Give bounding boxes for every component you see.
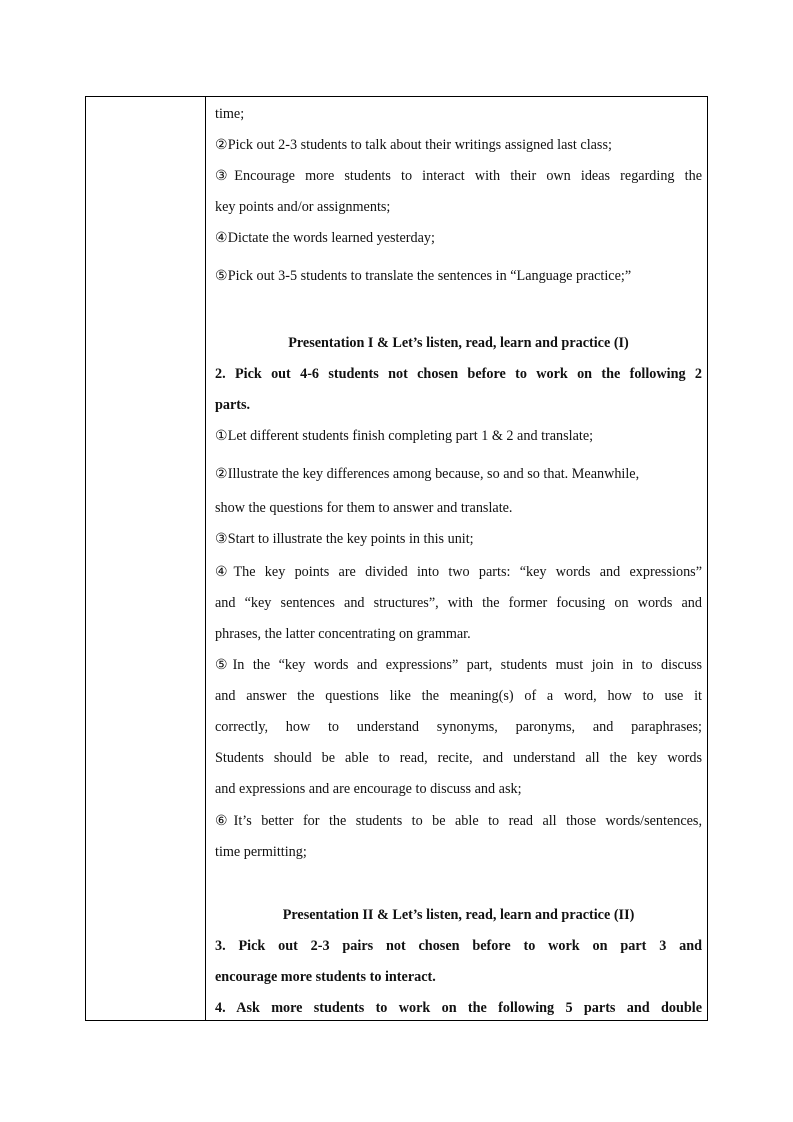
text-line: and “key sentences and structures”, with the former focusing on words and (215, 595, 702, 611)
section-heading: Presentation II & Let’s listen, read, learn and practice (II) (282, 907, 635, 923)
bold-instruction-line: encourage more students to interact. (215, 969, 436, 985)
bold-instruction-line: 2. Pick out 4-6 students not chosen before to work on the following 2 (215, 366, 702, 382)
text-line: ⑤In the “key words and expressions” part, students must join in to discuss (215, 657, 702, 673)
text-line: time permitting; (215, 844, 307, 860)
left-column-cell (86, 97, 206, 1020)
section-heading: Presentation I & Let’s listen, read, learn and practice (I) (288, 335, 629, 351)
bold-instruction-line: 4. Ask more students to work on the following 5 parts and double (215, 1000, 702, 1016)
text-line: show the questions for them to answer and translate. (215, 500, 513, 516)
text-line: ⑤Pick out 3-5 students to translate the sentences in “Language practice;” (215, 268, 632, 284)
text-line: Students should be able to read, recite, and understand all the key words (215, 750, 702, 766)
text-line: ④The key points are divided into two parts: “key words and expressions” (215, 564, 702, 580)
text-line: time; (215, 106, 245, 122)
text-line: ②Pick out 2-3 students to talk about their writings assigned last class; (215, 137, 612, 153)
text-line: ②Illustrate the key differences among because, so and so that. Meanwhile, (215, 466, 640, 482)
bold-instruction-line: 3. Pick out 2-3 pairs not chosen before to work on part 3 and (215, 938, 702, 954)
text-line: ④Dictate the words learned yesterday; (215, 230, 435, 246)
text-line: correctly, how to understand synonyms, paronyms, and paraphrases; (215, 719, 702, 735)
text-line: and answer the questions like the meaning(s) of a word, how to use it (215, 688, 702, 704)
lesson-plan-table (85, 96, 708, 1021)
text-line: phrases, the latter concentrating on grammar. (215, 626, 471, 642)
text-line: ③Start to illustrate the key points in this unit; (215, 531, 474, 547)
text-line: ⑥It’s better for the students to be able to read all those words/sentences, (215, 813, 702, 829)
text-line: ③Encourage more students to interact with their own ideas regarding the (215, 168, 702, 184)
text-line: and expressions and are encourage to discuss and ask; (215, 781, 522, 797)
bold-instruction-line: parts. (215, 397, 251, 413)
text-line: ①Let different students finish completing part 1 & 2 and translate; (215, 428, 594, 444)
text-line: key points and/or assignments; (215, 199, 391, 215)
right-column-cell (206, 97, 707, 1020)
